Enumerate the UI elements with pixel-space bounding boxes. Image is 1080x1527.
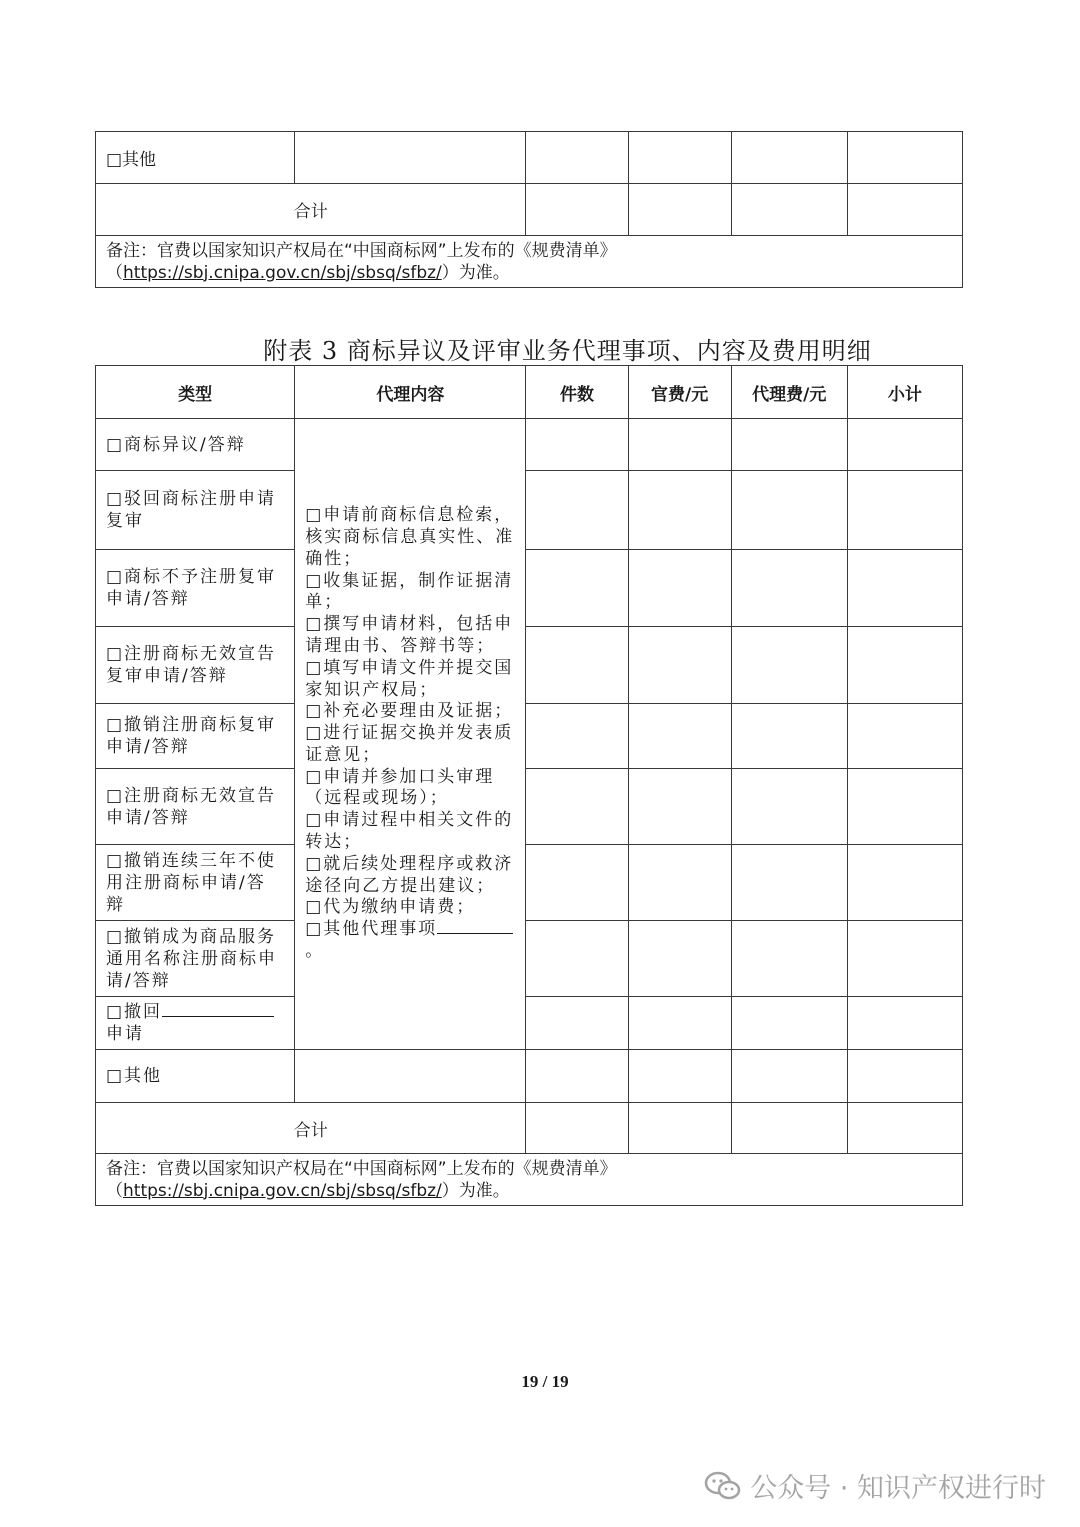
previous-table: [95, 131, 963, 288]
header-type: 类型: [96, 366, 295, 419]
agency-content-list: □申请前商标信息检索，核实商标信息真实性、准确性； □收集证据，制作证据清单； □撰写申请材料，包括申请理由书、答辩书等； □填写申请文件并提交国家知识产权局； □补充必要理由及证据； □进行证据交换并发表质证意见； □申请并参加口头审理（远程或现场）； □申请过程中相关文件的转达； □就后续处理程序或救济途径向乙方提出建议； □代为缴纳申请费； □其他代理事项。: [295, 419, 526, 1050]
type-cell: □撤销成为商品服务通用名称注册商标申请/答辩: [96, 921, 295, 997]
table-3: [95, 365, 963, 1206]
watermark: [704, 1466, 1046, 1505]
type-cell: □注册商标无效宣告复审申请/答辩: [96, 627, 295, 704]
header-agency-fee: 代理费/元: [731, 366, 847, 419]
type-cell: □撤销连续三年不使用注册商标申请/答辩: [96, 845, 295, 921]
type-cell: □注册商标无效宣告申请/答辩: [96, 769, 295, 845]
fill-in-blank[interactable]: [437, 933, 513, 934]
header-count: 件数: [526, 366, 628, 419]
type-cell: □撤销注册商标复审申请/答辩: [96, 704, 295, 769]
wechat-icon: [704, 1470, 742, 1502]
page-number: 19 / 19: [521, 1372, 569, 1391]
type-cell-withdraw: □撤回 申请: [96, 997, 295, 1050]
fee-list-link[interactable]: https://sbj.cnipa.gov.cn/sbj/sbsq/sfbz/: [123, 262, 442, 283]
type-cell: □商标异议/答辩: [96, 419, 295, 471]
fee-note: 备注：官费以国家知识产权局在“中国商标网”上发布的《规费清单》（https://sbj.cnipa.gov.cn/sbj/sbsq/sfbz/）为准。: [96, 236, 963, 288]
total-label: 合计: [96, 184, 526, 236]
fee-note: 备注：官费以国家知识产权局在“中国商标网”上发布的《规费清单》（https://sbj.cnipa.gov.cn/sbj/sbsq/sfbz/）为准。: [96, 1154, 963, 1206]
type-cell: □商标不予注册复审申请/答辩: [96, 550, 295, 627]
fee-list-link[interactable]: https://sbj.cnipa.gov.cn/sbj/sbsq/sfbz/: [123, 1180, 442, 1201]
watermark-text: 公众号 · 知识产权进行时: [750, 1473, 1046, 1504]
type-cell-other: □其他: [96, 1050, 295, 1103]
header-content: 代理内容: [295, 366, 526, 419]
table-3-title: 附表 3 商标异议及评审业务代理事项、内容及费用明细: [263, 337, 872, 365]
type-cell-other: □其他: [96, 132, 295, 184]
header-subtotal: 小计: [847, 366, 962, 419]
fill-in-blank[interactable]: [162, 1016, 274, 1017]
type-cell: □驳回商标注册申请复审: [96, 471, 295, 550]
header-official-fee: 官费/元: [628, 366, 731, 419]
total-label: 合计: [96, 1103, 526, 1154]
